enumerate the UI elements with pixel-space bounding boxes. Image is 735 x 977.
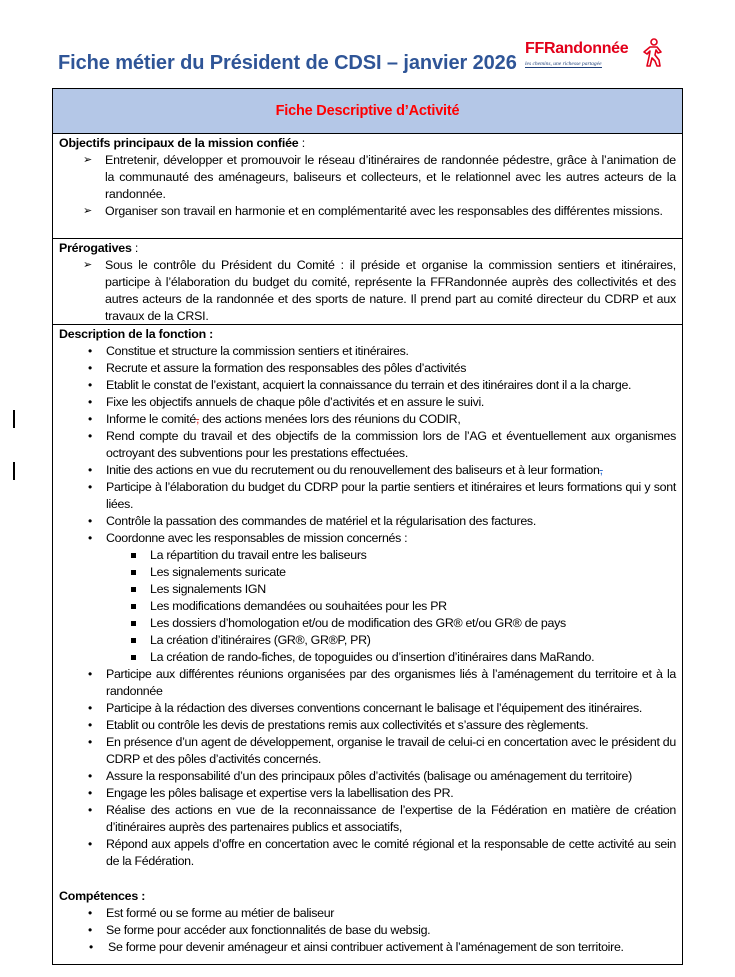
bullet-icon: • [88, 531, 92, 545]
item-text: Les dossiers d’homologation et/ou de modification des GR® et/ou GR® de pays [150, 616, 566, 630]
square-bullet-icon [131, 587, 136, 592]
logo-brand-name: Randonnée [543, 40, 629, 57]
item-text: Etablit ou contrôle les devis de prestations remis aux collectivités et s’assure des règlements. [106, 718, 589, 732]
item-text: Les signalements suricate [150, 565, 286, 579]
list-item [59, 428, 676, 462]
list-item [59, 343, 676, 360]
change-bar [13, 410, 15, 428]
item-text: La création de rando-fiches, de topoguides ou d’insertion d’itinéraires dans MaRando. [150, 650, 595, 664]
item-text: Réalise des actions en vue de la reconnaissance de l’expertise de la Fédération en matière de création d’itinéraires auprès des partenaires publics et associatifs, [106, 803, 676, 834]
list-item [59, 203, 676, 220]
bullet-icon: • [88, 667, 92, 681]
item-text: En présence d’un agent de développement, organise le travail de celui-ci en concertation avec le président du CDRP et des pôles d’activités concernés. [106, 735, 676, 766]
item-text: Etablit le constat de l’existant, acquiert la connaissance du terrain et des itinéraires dont il a la charge. [106, 378, 632, 392]
sub-list-item [59, 581, 676, 598]
item-text: Coordonne avec les responsables de mission concernés : [106, 531, 408, 545]
ffrandonnee-logo [525, 40, 665, 80]
section-heading-competences: Compétences : [59, 889, 146, 903]
heading-text: Prérogatives [59, 241, 132, 255]
list-item [59, 360, 676, 377]
table-title-band [53, 89, 682, 134]
sub-list-item [59, 632, 676, 649]
spacer [59, 870, 676, 887]
bullet-icon: • [88, 514, 92, 528]
bullet-icon: • [88, 412, 92, 426]
item-text: Répond aux appels d’offre en concertation avec le comité régional et la responsable de cette activité au sein de la Fédération. [106, 837, 676, 868]
square-bullet-icon [131, 621, 136, 626]
item-text: Informe le comité [106, 412, 196, 426]
arrow-bullet-icon: ➢ [83, 154, 93, 166]
section-objectifs [53, 135, 682, 239]
section-prerogatives [53, 240, 682, 325]
list-item [59, 394, 676, 411]
item-text: Est formé ou se forme au métier de baliseur [106, 906, 335, 920]
arrow-bullet-icon: ➢ [83, 259, 93, 271]
list-item [59, 462, 676, 479]
list-item [59, 802, 676, 836]
logo-wordmark [525, 40, 628, 58]
bullet-icon: • [88, 463, 92, 477]
logo-tagline: les chemins, une richesse partagée [525, 61, 602, 67]
logo-brand-prefix: FF [525, 40, 544, 57]
square-bullet-icon [131, 604, 136, 609]
list-item [59, 768, 676, 785]
bullet-icon: • [88, 361, 92, 375]
item-text: Entretenir, développer et promouvoir le réseau d’itinéraires de randonnée pédestre, grâce à l’animation de la communauté des aménageurs, baliseurs et collecteurs, et le relationnel avec les autres acteurs de la randonnée. [105, 153, 676, 201]
tracked-deletion: , [195, 412, 200, 426]
item-text: Se forme pour accéder aux fonctionnalités de base du websig. [106, 923, 431, 937]
sub-list-item [59, 615, 676, 632]
list-item [59, 666, 676, 700]
bullet-icon: • [89, 940, 93, 954]
item-text: Participe aux différentes réunions organisées par des organismes liés à l’aménagement du territoire et à la randonnée [106, 667, 676, 698]
item-text: La répartition du travail entre les baliseurs [150, 548, 367, 562]
activity-sheet-table [52, 88, 683, 965]
item-text: Participe à l’élaboration du budget du CDRP pour la partie sentiers et itinéraires et leurs formations qui y sont liées. [106, 480, 676, 511]
square-bullet-icon [131, 655, 136, 660]
square-bullet-icon [131, 638, 136, 643]
list-item [59, 836, 676, 870]
bullet-icon: • [88, 344, 92, 358]
document-header [58, 40, 678, 84]
item-text: Se forme pour devenir aménageur et ainsi contribuer activement à l’aménagement de son territoire. [108, 940, 624, 954]
heading-text: Objectifs principaux de la mission confiée [59, 136, 299, 150]
heading-colon: : [131, 241, 139, 255]
bullet-icon: • [88, 906, 92, 920]
item-text: Les signalements IGN [150, 582, 266, 596]
change-bar [13, 462, 15, 480]
item-text: Constitue et structure la commission sentiers et itinéraires. [106, 344, 409, 358]
bullet-icon: • [88, 480, 92, 494]
bullet-icon: • [88, 395, 92, 409]
bullet-icon: • [88, 923, 92, 937]
list-item [59, 939, 676, 956]
item-text: Participe à la rédaction des diverses conventions concernant le balisage et l’équipement des itinéraires. [106, 701, 643, 715]
section-heading [59, 135, 676, 152]
list-item [59, 152, 676, 203]
section-heading [59, 240, 676, 257]
bullet-icon: • [88, 735, 92, 749]
section-description [53, 326, 682, 956]
item-text: Contrôle la passation des commandes de matériel et la régularisation des factures. [106, 514, 536, 528]
bullet-icon: • [88, 786, 92, 800]
square-bullet-icon [131, 570, 136, 575]
item-text: Sous le contrôle du Président du Comité : il préside et organise la commission sentiers et itinéraires, participe à l’élaboration du budget du comité, représente la FFRandonnée auprès des collectivités et des autres acteurs de la randonnée et des sports de nature. Il prend part au comité directeur du CDRP et aux travaux de la CRSI. [105, 258, 676, 323]
table-title: Fiche Descriptive d’Activité [275, 103, 460, 119]
sub-list-item [59, 547, 676, 564]
item-text: Assure la responsabilité d’un des principaux pôles d’activités (balisage ou aménagement du territoire) [106, 769, 632, 783]
sub-list-item [59, 598, 676, 615]
bullet-icon: • [88, 378, 92, 392]
list-item [59, 734, 676, 768]
bullet-icon: • [88, 769, 92, 783]
sub-list-item [59, 564, 676, 581]
item-text: Fixe les objectifs annuels de chaque pôle d’activités et en assure le suivi. [106, 395, 485, 409]
item-text: Les modifications demandées ou souhaitées pour les PR [150, 599, 447, 613]
item-text: La création d’itinéraires (GR®, GR®P, PR) [150, 633, 371, 647]
list-item [59, 479, 676, 513]
list-item [59, 377, 676, 394]
list-item [59, 411, 676, 428]
list-item [59, 922, 676, 939]
bullet-icon: • [88, 701, 92, 715]
page-title: Fiche métier du Président de CDSI – janvier 2026 [58, 52, 517, 74]
list-item [59, 513, 676, 530]
list-item [59, 530, 676, 547]
item-text: Initie des actions en vue du recrutement ou du renouvellement des baliseurs et à leur formation [106, 463, 600, 477]
list-item [59, 700, 676, 717]
hiker-icon [641, 38, 663, 68]
list-item [59, 785, 676, 802]
arrow-bullet-icon: ➢ [83, 205, 93, 217]
item-text: Organiser son travail en harmonie et en complémentarité avec les responsables des différentes missions. [105, 204, 663, 218]
bullet-icon: • [88, 429, 92, 443]
item-text: Recrute et assure la formation des responsables des pôles d’activités [106, 361, 467, 375]
bullet-icon: • [88, 718, 92, 732]
bullet-icon: • [88, 837, 92, 851]
item-text: Engage les pôles balisage et expertise vers la labellisation des PR. [106, 786, 454, 800]
list-item [59, 717, 676, 734]
sub-list-item [59, 649, 676, 666]
heading-colon: : [298, 136, 305, 150]
list-item [59, 257, 676, 325]
item-text: des actions menées lors des réunions du CODIR, [199, 412, 461, 426]
section-heading: Description de la fonction : [59, 327, 214, 341]
tracked-deletion: , [599, 463, 603, 477]
item-text: Rend compte du travail et des objectifs de la commission lors de l’AG et éventuellement aux organismes octroyant des subventions pour les prestations effectuées. [106, 429, 676, 460]
bullet-icon: • [88, 803, 92, 817]
list-item [59, 905, 676, 922]
square-bullet-icon [131, 553, 136, 558]
